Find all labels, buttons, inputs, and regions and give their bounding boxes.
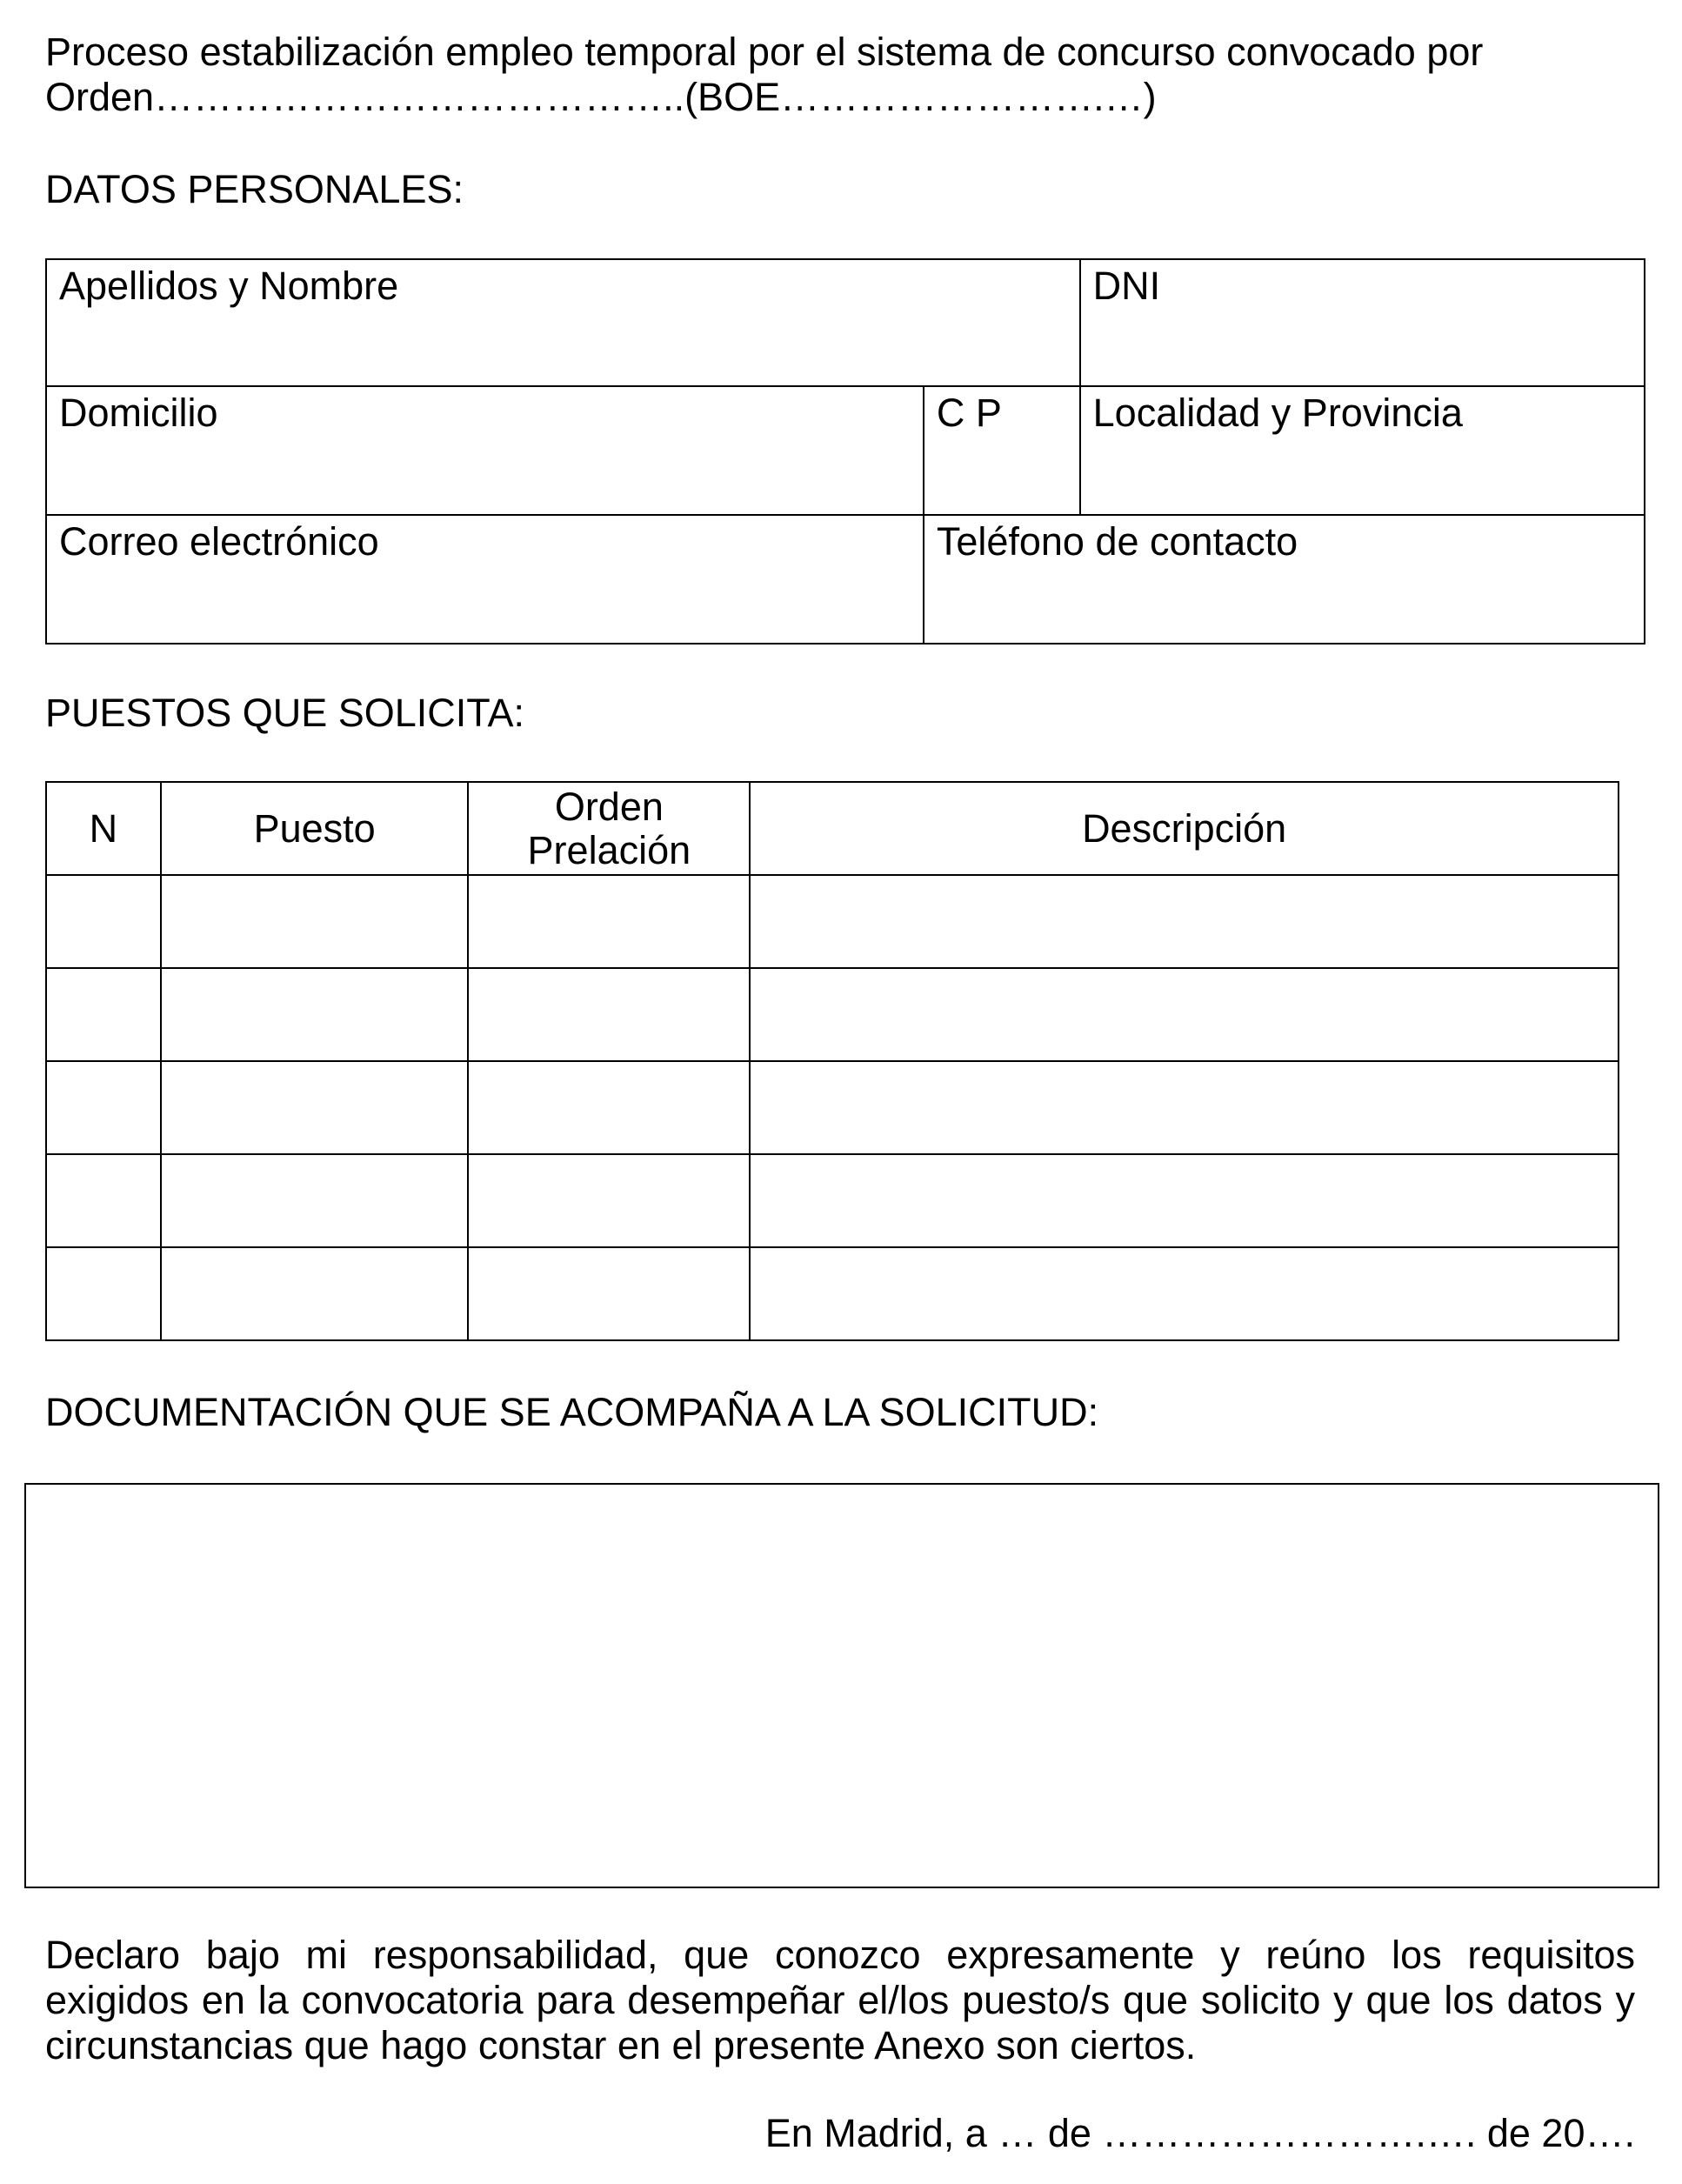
cell-orden[interactable] bbox=[468, 1154, 750, 1247]
documentation-heading: DOCUMENTACIÓN QUE SE ACOMPAÑA A LA SOLICITUD: bbox=[45, 1390, 1099, 1434]
cell-n[interactable] bbox=[46, 1061, 161, 1154]
intro-paragraph bbox=[45, 30, 1635, 120]
column-header-descripcion: Descripción bbox=[750, 782, 1619, 875]
cell-puesto[interactable] bbox=[161, 968, 469, 1061]
positions-table bbox=[45, 781, 1619, 1341]
cell-puesto[interactable] bbox=[161, 1154, 469, 1247]
cell-n[interactable] bbox=[46, 1247, 161, 1340]
cell-orden[interactable] bbox=[468, 1247, 750, 1340]
cell-descripcion[interactable] bbox=[750, 875, 1619, 968]
table-row bbox=[46, 1154, 1619, 1247]
personal-data-heading: DATOS PERSONALES: bbox=[45, 167, 464, 211]
intro-line-1: Proceso estabilización empleo temporal por el sistema de concurso convocado por bbox=[45, 30, 1484, 74]
field-label: Teléfono de contacto bbox=[936, 519, 1298, 564]
field-label: C P bbox=[936, 391, 1002, 435]
cell-puesto[interactable] bbox=[161, 1247, 469, 1340]
field-label: Apellidos y Nombre bbox=[59, 264, 399, 308]
table-row bbox=[46, 1061, 1619, 1154]
field-apellidos-nombre[interactable] bbox=[46, 259, 1080, 386]
cell-orden[interactable] bbox=[468, 1061, 750, 1154]
field-label: Localidad y Provincia bbox=[1092, 391, 1463, 435]
cell-orden[interactable] bbox=[468, 875, 750, 968]
date-line: En Madrid, a … de …………………….…. de 20…. bbox=[764, 2111, 1635, 2155]
field-domicilio[interactable] bbox=[46, 386, 924, 515]
column-header-n: N bbox=[46, 782, 161, 875]
field-dni[interactable] bbox=[1080, 259, 1645, 386]
cell-n[interactable] bbox=[46, 968, 161, 1061]
cell-puesto[interactable] bbox=[161, 875, 469, 968]
cell-orden[interactable] bbox=[468, 968, 750, 1061]
positions-heading: PUESTOS QUE SOLICITA: bbox=[45, 691, 524, 735]
cell-n[interactable] bbox=[46, 1154, 161, 1247]
intro-line-2: Orden…………………………………..(BOE…………………….…) bbox=[45, 75, 1157, 119]
cell-puesto[interactable] bbox=[161, 1061, 469, 1154]
cell-n[interactable] bbox=[46, 875, 161, 968]
cell-descripcion[interactable] bbox=[750, 1061, 1619, 1154]
table-row bbox=[46, 1247, 1619, 1340]
table-row bbox=[46, 968, 1619, 1061]
declaration-text: Declaro bajo mi responsabilidad, que conozco expresamente y reúno los requisitos exigidos en la convocatoria para desempeñar el/los puesto/s que solicito y que los datos y circunstancias que hago constar en el presente Anexo son ciertos. bbox=[45, 1933, 1635, 2067]
cell-descripcion[interactable] bbox=[750, 968, 1619, 1061]
field-telefono-contacto[interactable] bbox=[924, 515, 1645, 644]
field-label: DNI bbox=[1092, 264, 1161, 308]
cell-descripcion[interactable] bbox=[750, 1154, 1619, 1247]
table-row bbox=[46, 875, 1619, 968]
orden-line-1: Orden bbox=[554, 784, 664, 829]
orden-line-2: Prelación bbox=[527, 827, 691, 872]
documentation-box[interactable] bbox=[24, 1483, 1659, 1888]
field-localidad-provincia[interactable] bbox=[1080, 386, 1645, 515]
field-cp[interactable] bbox=[924, 386, 1080, 515]
field-correo-electronico[interactable] bbox=[46, 515, 924, 644]
column-header-puesto: Puesto bbox=[161, 782, 469, 875]
field-label: Domicilio bbox=[59, 391, 218, 435]
positions-header-row bbox=[46, 782, 1619, 875]
column-header-orden-prelacion bbox=[468, 782, 750, 875]
field-label: Correo electrónico bbox=[59, 519, 379, 564]
personal-data-table bbox=[45, 258, 1645, 645]
cell-descripcion[interactable] bbox=[750, 1247, 1619, 1340]
